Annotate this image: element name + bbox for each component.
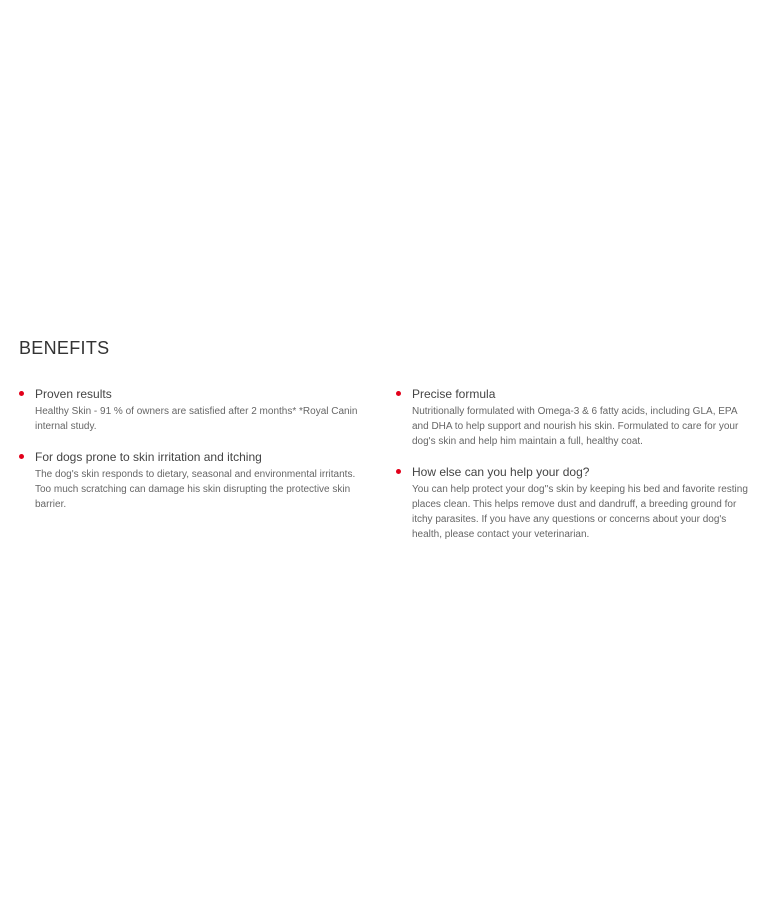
benefit-item-proven-results	[18, 386, 360, 434]
benefit-item-title: Precise formula	[412, 387, 496, 401]
benefit-item-skin-irritation	[18, 449, 360, 512]
benefit-item-text: The dog's skin responds to dietary, seasonal and environmental irritants. Too much scratching can damage his skin disrupting the protective skin barrier.	[35, 469, 356, 510]
benefit-item-title: Proven results	[35, 387, 112, 401]
benefit-item-how-else-help	[395, 464, 750, 542]
benefit-item-title: For dogs prone to skin irritation and itching	[35, 450, 262, 464]
red-bullet-icon	[396, 469, 401, 474]
red-bullet-icon	[19, 454, 24, 459]
benefit-item-title: How else can you help your dog?	[412, 465, 590, 479]
benefit-item-text: Nutritionally formulated with Omega-3 & 6 fatty acids, including GLA, EPA and DHA to help support and nourish his skin. Formulated to care for your dog's skin and help him maintain a full, healthy coat.	[412, 406, 739, 447]
benefit-item-text: You can help protect your dog''s skin by keeping his bed and favorite resting places clean. This helps remove dust and dandruff, a breeding ground for itchy parasites. If you have any questions or concerns about your dog's health, please contact your veterinarian.	[412, 484, 748, 540]
benefit-item-precise-formula	[395, 386, 750, 449]
benefits-column-left	[18, 386, 360, 527]
benefit-item-text: Healthy Skin - 91 % of owners are satisfied after 2 months* *Royal Canin internal study.	[35, 406, 358, 432]
red-bullet-icon	[19, 391, 24, 396]
benefits-column-right	[395, 386, 750, 557]
red-bullet-icon	[396, 391, 401, 396]
benefits-title: BENEFITS	[19, 338, 110, 358]
